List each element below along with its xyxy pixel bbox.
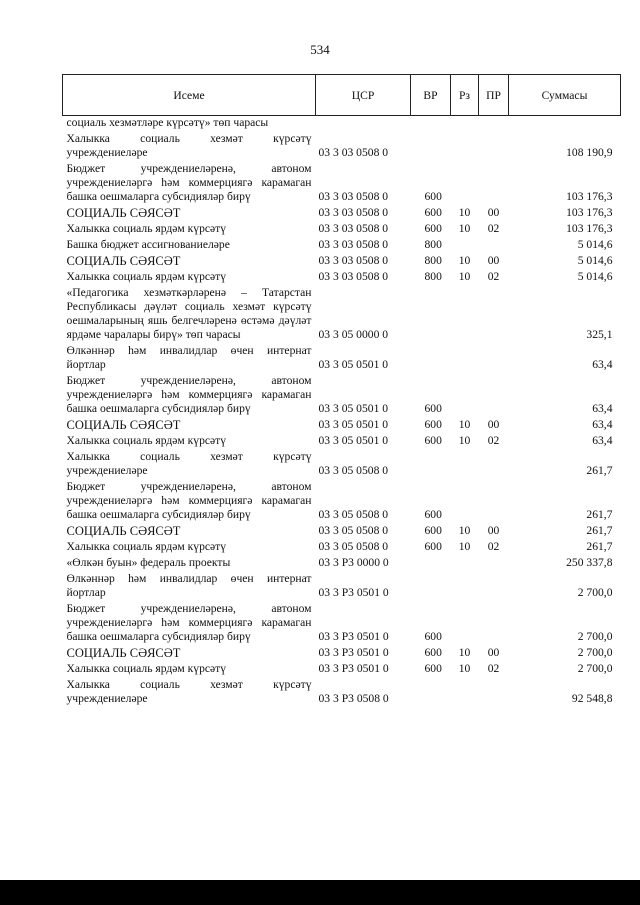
cell-rz [451,600,479,644]
table-row [63,660,621,676]
table-row [63,416,621,432]
cell-sum: 63,4 [592,434,613,447]
cell-name: Халыкка социаль ярдәм күрсәтү [66,540,227,553]
cell-csr: 03 3 03 0508 0 [318,222,389,235]
cell-rz [451,448,479,478]
header-name: Исеме [63,75,316,116]
cell-csr: 03 3 P3 0501 0 [318,662,389,675]
cell-rz: 10 [458,206,471,219]
cell-rz [451,372,479,416]
page-number: 534 [310,42,330,57]
cell-sum: 250 337,8 [566,556,613,569]
cell-vr [411,570,451,600]
cell-rz [451,554,479,570]
cell-sum: 63,4 [592,402,613,415]
cell-name: Халыкка социаль хезмәт күрсәтү учреждениеләре [66,678,312,705]
cell-vr: 600 [424,630,442,643]
cell-sum: 2 700,0 [577,646,613,659]
cell-rz [451,130,479,160]
cell-csr: 03 3 03 0508 0 [318,190,389,203]
cell-pr: 00 [487,524,500,537]
table-row [63,478,621,522]
cell-pr [479,676,509,706]
cell-name: СОЦИАЛЬ СӘЯСӘТ [66,418,181,432]
cell-name: Бюджет учреждениеләренә, автоном учреждениеләргә һәм коммерциягә карамаган башка оешмаларга субсидияләр бирү [66,602,312,643]
table-row [63,284,621,342]
table-row [63,600,621,644]
header-sum: Суммасы [509,75,621,116]
cell-csr: 03 3 05 0501 0 [318,358,389,371]
cell-sum: 325,1 [586,328,613,341]
cell-pr [479,236,509,252]
cell-csr: 03 3 03 0508 0 [318,270,389,283]
cell-rz: 10 [458,222,471,235]
cell-name: Халыкка социаль ярдәм күрсәтү [66,222,227,235]
table-row [63,236,621,252]
cell-sum: 103 176,3 [566,222,613,235]
cell-vr: 600 [424,402,442,415]
cell-name: Бюджет учреждениеләренә, автоном учреждениеләргә һәм коммерциягә карамаган башка оешмаларга субсидияләр бирү [66,374,312,415]
cell-pr [479,160,509,204]
cell-sum: 2 700,0 [577,630,613,643]
cell-csr: 03 3 05 0508 0 [318,540,389,553]
cell-rz [451,116,479,131]
cell-vr [411,130,451,160]
cell-csr: 03 3 05 0508 0 [318,508,389,521]
cell-csr: 03 3 05 0000 0 [318,328,389,341]
cell-name: Халыкка социаль ярдәм күрсәтү [66,434,227,447]
cell-csr: 03 3 P3 0000 0 [318,556,389,569]
cell-name: СОЦИАЛЬ СӘЯСӘТ [66,524,181,538]
cell-sum: 5 014,6 [577,254,613,267]
cell-rz [451,284,479,342]
cell-vr: 600 [424,418,442,431]
header-pr: ПР [479,75,509,116]
cell-sum: 261,7 [586,464,613,477]
cell-pr [479,372,509,416]
table-body [63,116,621,707]
cell-pr [479,478,509,522]
cell-name: СОЦИАЛЬ СӘЯСӘТ [66,646,181,660]
cell-vr [411,448,451,478]
table-row [63,644,621,660]
cell-name: Өлкәннәр һәм инвалидлар өчен интернат йортлар [66,572,312,599]
cell-vr [411,676,451,706]
table-row [63,448,621,478]
table-row [63,538,621,554]
cell-vr: 600 [424,508,442,521]
cell-rz: 10 [458,434,471,447]
table-row [63,522,621,538]
cell-sum: 261,7 [586,524,613,537]
cell-vr: 600 [424,524,442,537]
cell-name: социаль хезмәтләре күрсәтү» төп чарасы [66,116,269,129]
cell-csr: 03 3 05 0501 0 [318,402,389,415]
cell-rz: 10 [458,540,471,553]
scan-edge-bar [0,880,640,905]
cell-name: Башка бюджет ассигнованиеләре [66,238,230,251]
cell-csr [316,116,411,131]
table-row [63,220,621,236]
cell-name: Бюджет учреждениеләренә, автоном учреждениеләргә һәм коммерциягә карамаган башка оешмаларга субсидияләр бирү [66,480,312,521]
cell-vr [411,554,451,570]
cell-csr: 03 3 05 0508 0 [318,524,389,537]
cell-rz [451,160,479,204]
cell-sum: 63,4 [592,358,613,371]
cell-vr [411,116,451,131]
cell-sum: 5 014,6 [577,270,613,283]
cell-vr: 600 [424,222,442,235]
table-row [63,570,621,600]
table-row [63,554,621,570]
table-row [63,372,621,416]
cell-sum: 63,4 [592,418,613,431]
cell-csr: 03 3 05 0508 0 [318,464,389,477]
cell-csr: 03 3 05 0501 0 [318,434,389,447]
cell-name: Халыкка социаль ярдәм күрсәтү [66,270,227,283]
cell-vr: 600 [424,434,442,447]
cell-name: «Өлкән буын» федераль проекты [66,556,231,569]
table-header [63,75,621,116]
table-row [63,268,621,284]
cell-csr: 03 3 03 0508 0 [318,238,389,251]
cell-vr: 600 [424,206,442,219]
cell-pr [479,554,509,570]
cell-pr: 02 [487,540,500,553]
cell-sum: 103 176,3 [566,190,613,203]
cell-pr: 00 [487,206,500,219]
cell-vr: 600 [424,540,442,553]
cell-sum: 103 176,3 [566,206,613,219]
cell-pr: 02 [487,270,500,283]
cell-csr: 03 3 03 0508 0 [318,146,389,159]
header-csr: ЦСР [316,75,411,116]
cell-pr: 00 [487,418,500,431]
cell-csr: 03 3 P3 0501 0 [318,630,389,643]
cell-name: Халыкка социаль ярдәм күрсәтү [66,662,227,675]
header-vr: ВР [411,75,451,116]
cell-sum: 5 014,6 [577,238,613,251]
cell-rz: 10 [458,254,471,267]
budget-table [62,74,621,706]
cell-pr: 00 [487,254,500,267]
cell-vr [411,284,451,342]
table-row [63,342,621,372]
cell-pr [479,342,509,372]
cell-csr: 03 3 P3 0508 0 [318,692,389,705]
cell-rz: 10 [458,646,471,659]
cell-name: «Педагогика хезмәткәрләренә – Татарстан Республикасы дәүләт социаль хезмәт күрсәтү оешмаларының яшь белгечләренә өстәмә дәүләт ярдәме чаралары бирү» төп чарасы [66,286,312,341]
cell-pr [479,284,509,342]
cell-vr: 600 [424,646,442,659]
cell-rz: 10 [458,662,471,675]
cell-sum: 2 700,0 [577,662,613,675]
cell-csr: 03 3 03 0508 0 [318,254,389,267]
cell-csr: 03 3 03 0508 0 [318,206,389,219]
cell-pr [479,448,509,478]
cell-pr: 02 [487,222,500,235]
cell-vr: 600 [424,190,442,203]
cell-name: СОЦИАЛЬ СӘЯСӘТ [66,206,181,220]
cell-rz [451,478,479,522]
cell-pr [479,570,509,600]
header-rz: Рз [451,75,479,116]
cell-vr: 800 [424,254,442,267]
cell-vr: 800 [424,238,442,251]
cell-sum: 92 548,8 [571,692,613,705]
cell-pr: 02 [487,434,500,447]
cell-vr: 600 [424,662,442,675]
cell-name: Өлкәннәр һәм инвалидлар өчен интернат йортлар [66,344,312,371]
cell-sum: 261,7 [586,540,613,553]
cell-vr: 800 [424,270,442,283]
cell-rz [451,570,479,600]
cell-name: Халыкка социаль хезмәт күрсәтү учреждениеләре [66,450,312,477]
cell-name: Халыкка социаль хезмәт күрсәтү учреждениеләре [66,132,312,159]
cell-sum [509,116,621,131]
cell-rz [451,676,479,706]
cell-rz: 10 [458,524,471,537]
cell-rz [451,342,479,372]
cell-csr: 03 3 P3 0501 0 [318,646,389,659]
cell-pr [479,600,509,644]
cell-sum: 108 190,9 [566,146,613,159]
table-row [63,676,621,706]
table-row [63,116,621,131]
table-row [63,204,621,220]
cell-rz [451,236,479,252]
cell-pr [479,116,509,131]
cell-name: Бюджет учреждениеләренә, автоном учреждениеләргә һәм коммерциягә карамаган башка оешмаларга субсидияләр бирү [66,162,312,203]
cell-sum: 261,7 [586,508,613,521]
table-row [63,160,621,204]
cell-pr [479,130,509,160]
cell-sum: 2 700,0 [577,586,613,599]
table-row [63,252,621,268]
cell-name: СОЦИАЛЬ СӘЯСӘТ [66,254,181,268]
cell-rz: 10 [458,418,471,431]
cell-pr: 00 [487,646,500,659]
cell-csr: 03 3 P3 0501 0 [318,586,389,599]
table-row [63,130,621,160]
cell-pr: 02 [487,662,500,675]
cell-csr: 03 3 05 0501 0 [318,418,389,431]
table-row [63,432,621,448]
cell-rz: 10 [458,270,471,283]
cell-vr [411,342,451,372]
